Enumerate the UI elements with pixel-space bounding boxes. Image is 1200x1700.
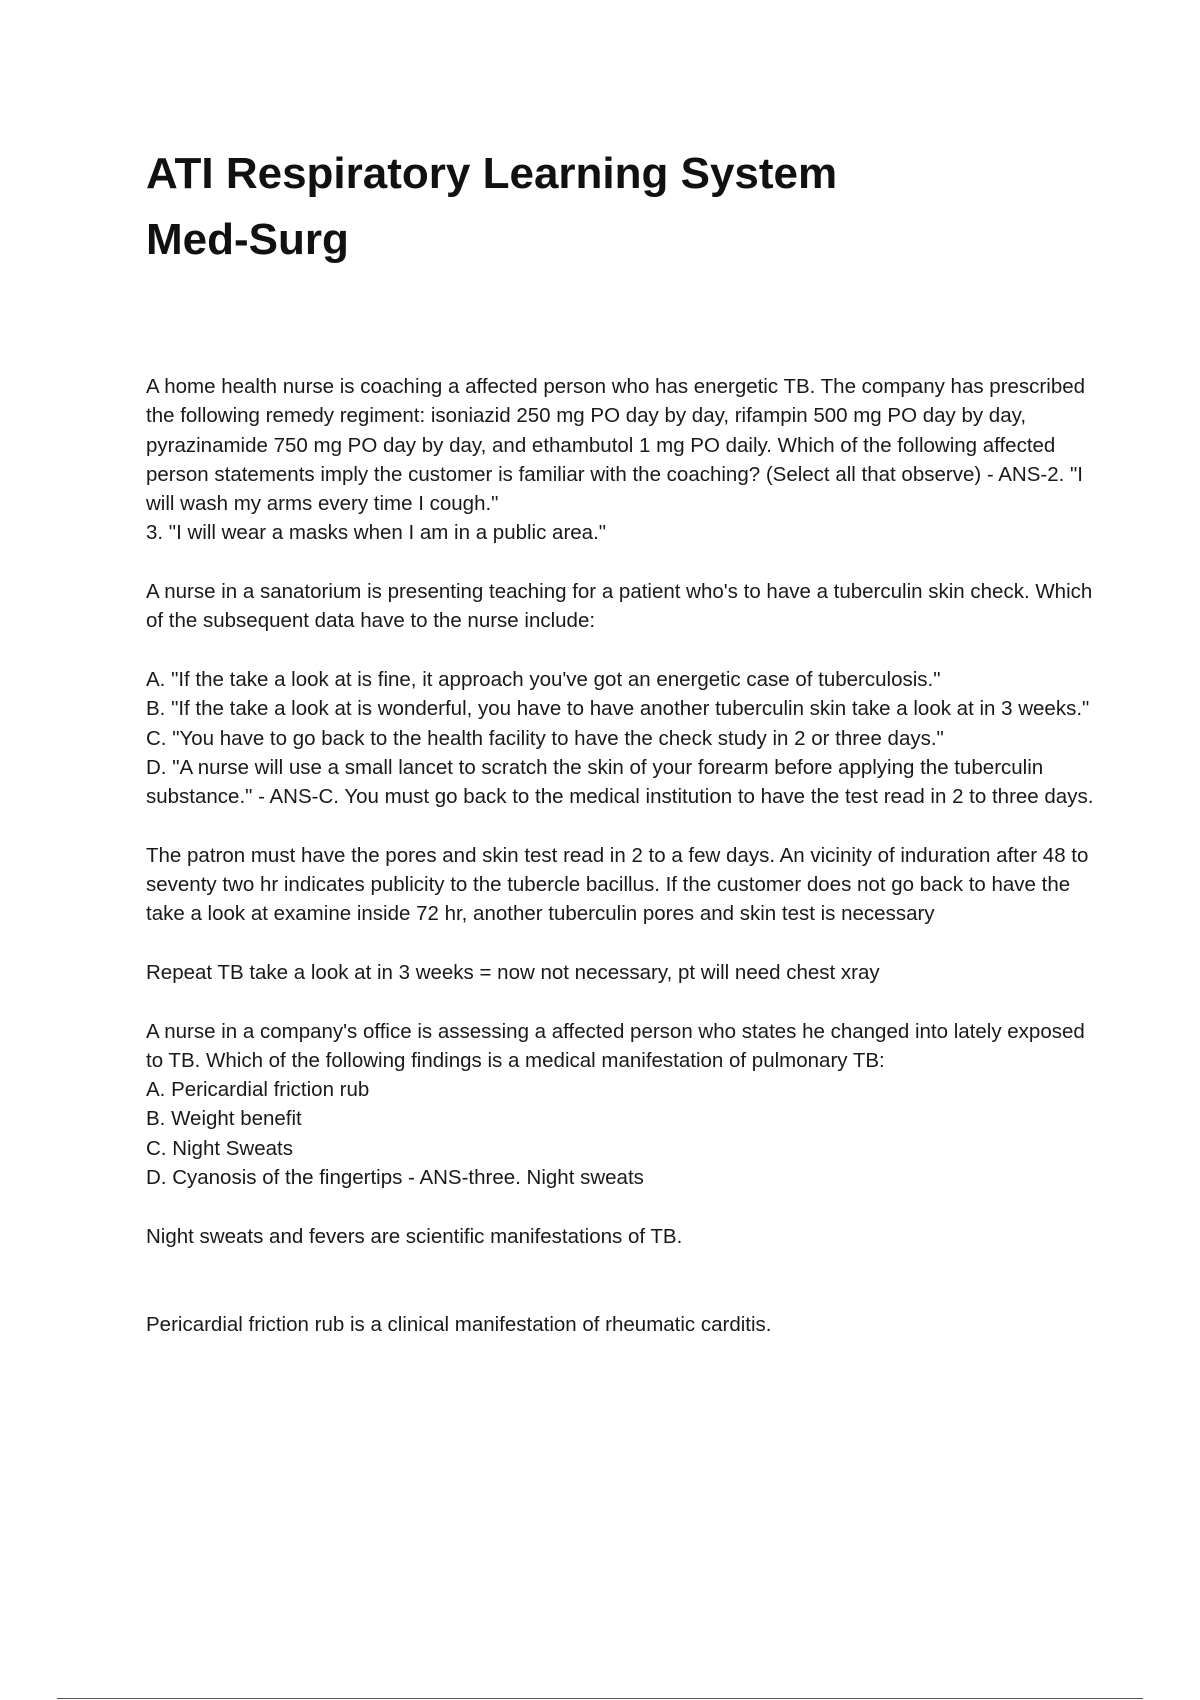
title-line-2: Med-Surg bbox=[146, 215, 349, 264]
question-1-stem: A home health nurse is coaching a affected person who has energetic TB. The company has prescribed the following remedy regiment: isoniazid 250 mg PO day by day, rifampin 500 mg PO day by day, pyrazinamide 750 mg PO day by day, and ethambutol 1 mg PO daily. Which of the following affected person statements imply the customer is familiar with the coaching? (Select all that observe) - ANS-2. "I will wash my arms every time I cough." bbox=[146, 375, 1086, 516]
question-3-rationale-1: Night sweats and fevers are scientific manifestations of TB. bbox=[146, 1224, 683, 1248]
question-2-option-a: A. "If the take a look at is fine, it approach you've got an energetic case of tuberculosis." bbox=[146, 667, 941, 691]
question-2-note: Repeat TB take a look at in 3 weeks = now not necessary, pt will need chest xray bbox=[146, 960, 880, 984]
question-3-option-c: C. Night Sweats bbox=[146, 1136, 293, 1160]
page-bottom-rule bbox=[57, 1698, 1143, 1699]
question-2-option-d: D. "A nurse will use a small lancet to scratch the skin of your forearm before applying the tuberculin substance." - ANS-C. You must go back to the medical institution to have the test read in 2 to three days. bbox=[146, 755, 1094, 809]
question-2-rationale: The patron must have the pores and skin test read in 2 to a few days. An vicinity of induration after 48 to seventy two hr indicates publicity to the tubercle bacillus. If the customer does not go back to have the take a look at examine inside 72 hr, another tuberculin pores and skin test is necessary bbox=[146, 843, 1089, 926]
question-3-option-a: A. Pericardial friction rub bbox=[146, 1078, 370, 1102]
question-3-option-d: D. Cyanosis of the fingertips - ANS-three. Night sweats bbox=[146, 1166, 644, 1190]
question-3-option-b: B. Weight benefit bbox=[146, 1107, 302, 1131]
title-line-1: ATI Respiratory Learning System bbox=[146, 149, 838, 198]
document-body bbox=[146, 372, 1106, 1339]
question-2-option-b: B. "If the take a look at is wonderful, you have to have another tuberculin skin take a look at in 3 weeks." bbox=[146, 697, 1090, 721]
question-3-rationale-2: Pericardial friction rub is a clinical manifestation of rheumatic carditis. bbox=[146, 1312, 772, 1336]
question-2-stem: A nurse in a sanatorium is presenting teaching for a patient who's to have a tuberculin skin check. Which of the subsequent data have to the nurse include: bbox=[146, 580, 1093, 633]
question-1-answer-3: 3. "I will wear a masks when I am in a public area." bbox=[146, 521, 607, 545]
question-3-stem: A nurse in a company's office is assessing a affected person who states he changed into lately exposed to TB. Which of the following findings is a medical manifestation of pulmonary TB: bbox=[146, 1019, 1085, 1072]
question-2-option-c: C. "You have to go back to the health facility to have the check study in 2 or three days." bbox=[146, 726, 944, 750]
document-title bbox=[146, 141, 1106, 273]
